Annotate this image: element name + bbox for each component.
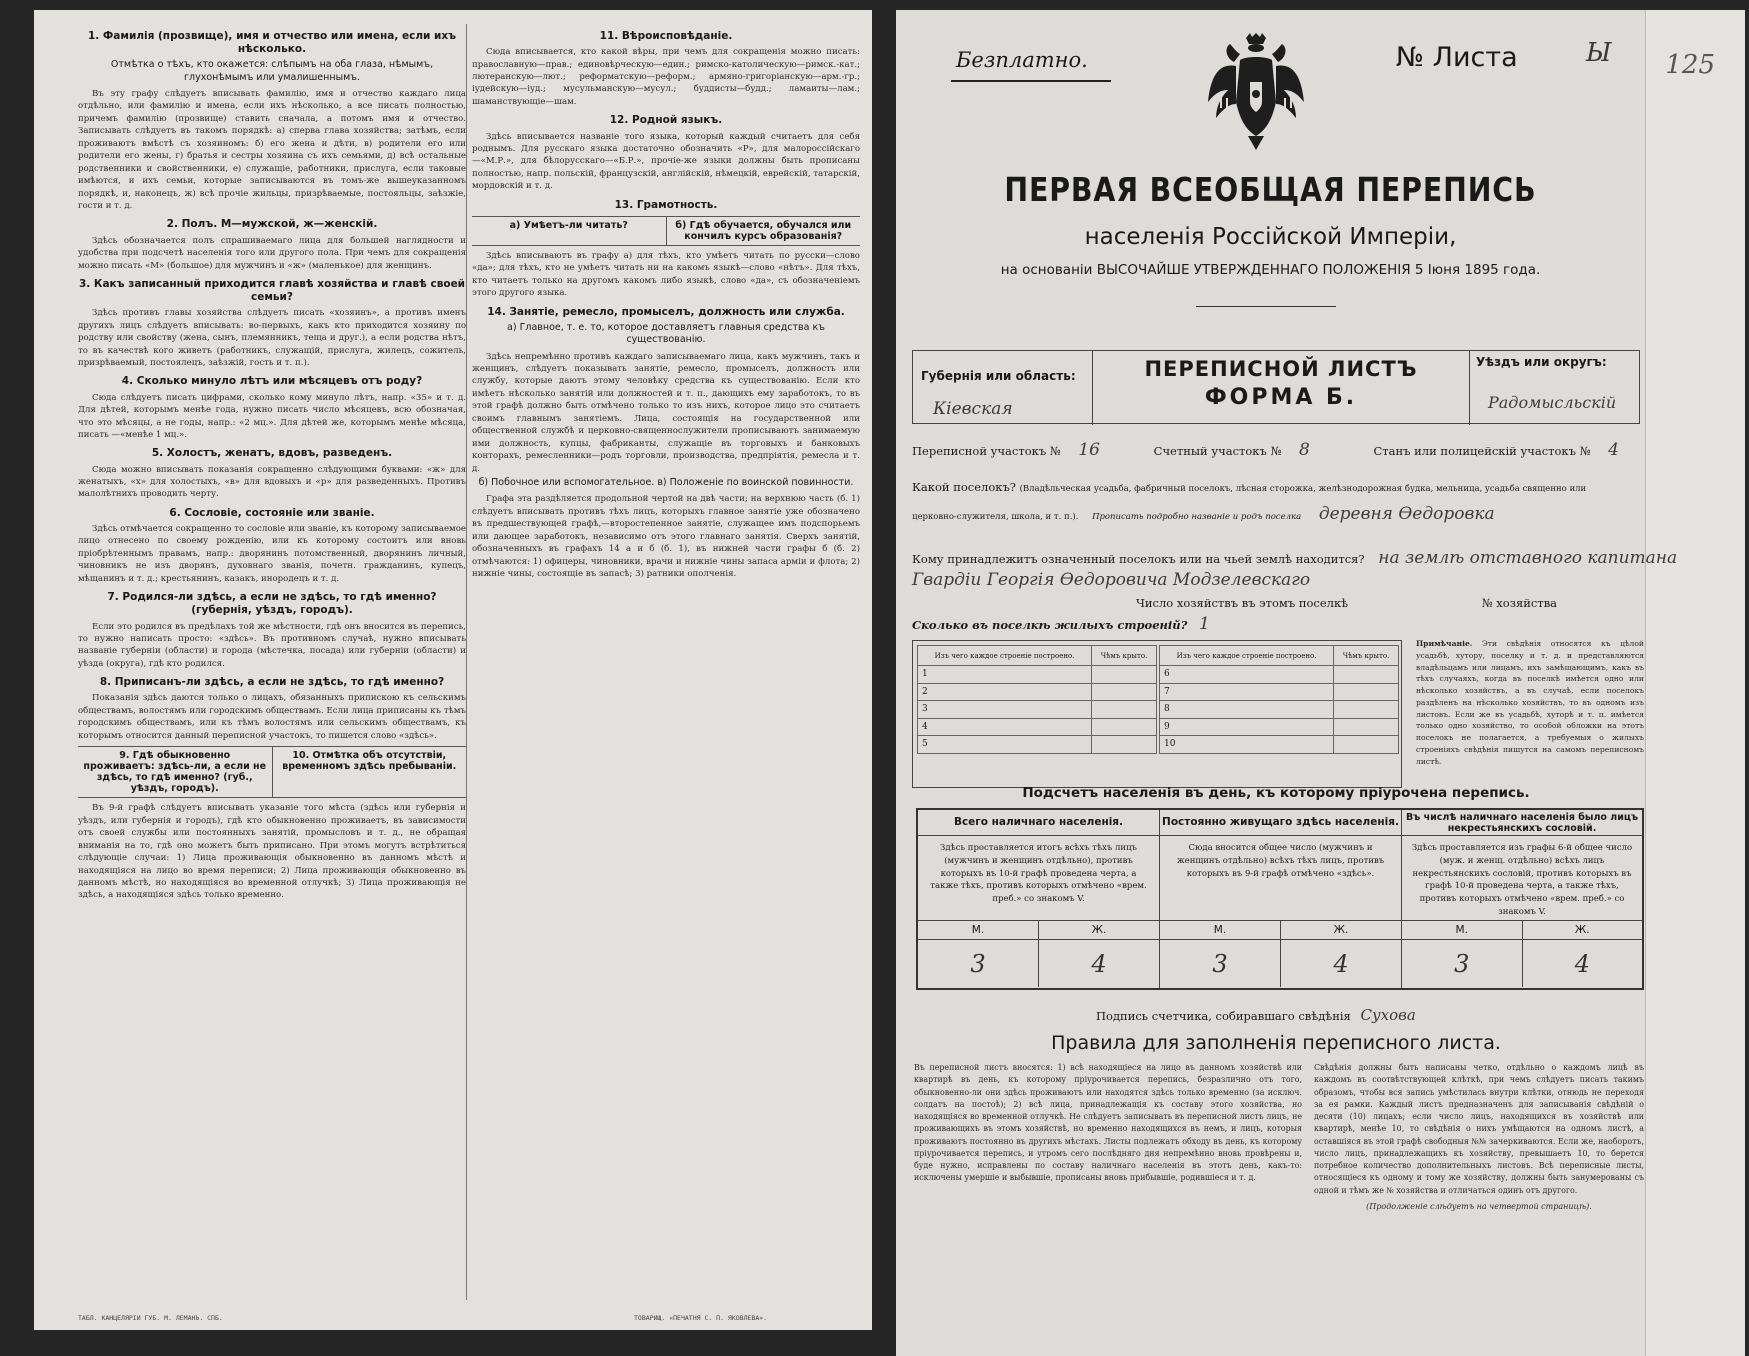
district-cell: [1469, 351, 1639, 425]
signature-value: Сухова: [1360, 1006, 1416, 1024]
section-3: [78, 278, 466, 370]
section-9-title: 9. Гдѣ обыкновенно проживаетъ: здѣсь-ли, а если не здѣсь, то гдѣ именно? (губ., уѣздъ, городъ).: [78, 747, 273, 797]
female-label: Ж.: [1333, 924, 1349, 936]
section-8: [78, 676, 466, 742]
male-count: 3: [1160, 940, 1281, 987]
female-label: Ж.: [1574, 924, 1590, 936]
census-areas-row: [912, 440, 1619, 460]
section-13: [472, 199, 860, 300]
census-subtitle: населенія Россійской Имперіи,: [1084, 224, 1457, 250]
stan-label: Станъ или полицейскій участокъ №: [1373, 444, 1591, 458]
province-cell: [913, 351, 1093, 425]
building-roof-cell: [1092, 683, 1157, 701]
count-area-value: 8: [1299, 440, 1310, 460]
section-text: Сюда можно вписывать показанія сокращенно слѣдующими буквами: «ж» для женатыхъ, «х» для холостыхъ, «в» для вдовыхъ и «р» для разведенныхъ. Противъ малолѣтнихъ проводить черту.: [78, 464, 466, 500]
section-2: [78, 218, 466, 271]
section-note: б) Побочное или вспомогательное. в) Положеніе по воинской повинности.: [478, 477, 854, 489]
section-9-10: [78, 746, 466, 902]
section-title: 4. Сколько минуло лѣтъ или мѣсяцевъ отъ роду?: [121, 375, 423, 388]
free-underline: [951, 80, 1111, 82]
building-roof-cell: [1092, 666, 1157, 684]
section-11: [472, 30, 860, 108]
building-row-number: 7: [1160, 683, 1334, 701]
column-divider: [466, 24, 467, 1300]
permanent-residents-column: [1160, 810, 1402, 988]
female-count: 4: [1574, 950, 1590, 978]
section-text: Сюда вписывается, кто какой вѣры, при чемъ для сокращенія можно писать: православную—прав.; единовѣрческую—един.; римско-католическую—римск.-кат.; лютеранскую—лют.; реформатскую—реформ.; армяно-григоріанскую—арм.-гр.; іудейскую—іуд.; мусульманскую—мусул.; буддисты—будд.; ламаиты—лам.; шаманствующіе—шам.: [472, 47, 860, 107]
census-area-label: Переписной участокъ №: [912, 444, 1061, 458]
settlement-hint-2: церковно-служителя, школа, и т. п.).: [912, 512, 1079, 522]
province-value: Кіевская: [933, 399, 1013, 419]
sex-header-row: [918, 920, 1159, 939]
section-14b: [472, 477, 860, 581]
population-count-title: Подсчетъ населенія въ день, къ которому пріурочена перепись.: [1022, 785, 1530, 801]
owner-label: Кому принадлежитъ означенный поселокъ или на чьей землѣ находится?: [912, 552, 1365, 566]
section-7: [78, 591, 466, 670]
column-header: Въ числѣ наличнаго населенія было лицъ некрестьянскихъ сословій.: [1402, 810, 1642, 836]
underlying-page-edge: [1645, 10, 1745, 1356]
section-text: Показанія здѣсь даются только о лицахъ, обязанныхъ припискою къ сельскимъ обществамъ, волостямъ или городскимъ обществамъ. Если лица приписаны къ тѣмъ городскимъ обществамъ, или къ тѣмъ волостямъ или сельскимъ обществамъ, къ которымъ относится данный переписной участокъ, то пишется слово «здѣсь».: [78, 693, 466, 741]
section-text: Графа эта раздѣляется продольной чертой на двѣ части; на верхнюю часть (б. 1) слѣдуетъ вписывать противъ тѣхъ лицъ, которыхъ главное занятіе уже обозначено въ предшествующей графѣ,—второстепенное занятіе, служащее имъ подспорьемъ или дающее заработокъ, независимо отъ этого главнаго занятія. Сверхъ занятій, обозначенныхъ въ графахъ 14 а и б (б. 1), въ нижней части графы б (б. 2) отмѣчаются: 1) офицеры, чиновники, врачи и нижніе чины запаса арміи и флота; 2) нижніе чины, состоящіе въ запасѣ; 3) ратники ополченія.: [472, 494, 860, 580]
settlement-hint: (Владѣльческая усадьба, фабричный поселокъ, лѣсная сторожка, желѣзнодорожная будка, мельница, усадьба священно или: [1019, 484, 1587, 494]
buildings-note: [1416, 638, 1644, 767]
section-text: Сюда слѣдуетъ писать цифрами, сколько кому минуло лѣтъ, напр. «35» и т. д. Для дѣтей, которымъ менѣе года, нужно писать число мѣсяцевъ, всю обозначая, что это мѣсяцы, а не годы, напр.: «2 мц.». Для дѣтей же, которымъ менѣе мѣсяца, писать —«менѣе 1 мц.».: [78, 392, 466, 440]
male-label: М.: [1402, 921, 1523, 939]
male-label: М.: [918, 921, 1039, 939]
building-roof-header: Чѣмъ крыто.: [1092, 646, 1157, 666]
signature-label: Подпись счетчика, собиравшаго свѣдѣнія: [1096, 1009, 1351, 1023]
section-5: [78, 447, 466, 500]
building-roof-header: Чѣмъ крыто.: [1334, 646, 1399, 666]
settlement-label: Какой поселокъ?: [912, 480, 1016, 494]
buildings-value: 1: [1199, 614, 1210, 634]
owner-row: [912, 548, 1677, 568]
buildings-table-box: [912, 640, 1402, 788]
section-text: Здѣсь вписываютъ въ графу а) для тѣхъ, кто умѣетъ читать по русски—слово «да»; для тѣхъ, кто не умѣетъ читать ни на какомъ языкѣ—слово «нѣтъ». Для тѣхъ, кто читаетъ только на другомъ какомъ либо языкѣ, слово «да», съ обозначеніемъ этого другого языка.: [472, 250, 860, 299]
column-description: Сюда вносится общее число (мужчинъ и женщинъ отдѣльно) всѣхъ тѣхъ лицъ, противъ которыхъ въ 9-й графѣ отмѣчено «здѣсь».: [1176, 843, 1385, 879]
buildings-table-left: [917, 645, 1157, 754]
literacy-read-label: а) Умѣетъ-ли читать?: [472, 217, 667, 245]
building-roof-cell: [1092, 718, 1157, 736]
section-text: Если это родился въ предѣлахъ той же мѣстности, гдѣ онъ вносится въ перепись, то нужно написать просто: «здѣсь». Въ противномъ случаѣ, нужно вписывать названіе губерніи (области) и города (мѣстечка, посада) или губерніи (области) и уѣзда (округа), гдѣ кто родился.: [78, 621, 466, 669]
note-title: Примѣчаніе.: [1416, 639, 1473, 648]
sex-header-row: [1160, 920, 1401, 939]
female-label: Ж.: [1091, 924, 1107, 936]
population-count-table: [916, 808, 1644, 990]
section-text: Въ 9-й графѣ слѣдуетъ вписывать указаніе того мѣста (здѣсь или губернія и уѣздъ, или губернія и городъ), гдѣ кто обыкновенно проживаетъ, въ зависимости отъ своей службы или постоянныхъ занятій, промысловъ и т. д., не обращая вниманія на то, гдѣ оно можетъ быть приписано. При этомъ могутъ встрѣтиться слѣдующіе случаи: 1) Лица проживающія обыкновенно въ данномъ мѣстѣ и находящіяся на лицо во время переписи; 2) Лица проживающія обыкновенно въ данномъ мѣстѣ, но находящіяся во временной отлучкѣ; 3) Лица проживающія не здѣсь, а находящіяся здѣсь только временно.: [78, 803, 466, 901]
section-text: Здѣсь непремѣнно противъ каждаго записываемаго лица, какъ мужчинъ, такъ и женщинъ, слѣдуетъ показывать занятіе, ремесло, промыселъ, должность или службу, которые даютъ этому человѣку средства къ существованію. Если кто имѣетъ нѣсколько занятій или должностей и т. п., дающихъ ему заработокъ, то въ этой графѣ должно быть отмѣчено только то изъ нихъ, которое лицо это считаетъ своимъ главнымъ занятіемъ. Лица, состоящія на государственной или общественной службѣ и церковно-священнослужители прописываютъ занимаемую ими должность, купцы, фабриканты, служащіе въ торговыхъ и банковыхъ конторахъ, ремесленники—родъ торговли, производства, предпріятія, ремесла и т. д.: [472, 351, 860, 474]
section-title: 1. Фамилія (прозвище), имя и отчество или имена, если ихъ нѣсколько.: [87, 30, 457, 56]
buildings-label: Сколько въ поселкѣ жилыхъ строеній?: [912, 618, 1188, 632]
section-9-10-header: [78, 746, 466, 798]
column-header: Постоянно живущаго здѣсь населенія.: [1160, 810, 1401, 836]
section-14: [472, 306, 860, 475]
section-1: [78, 30, 466, 212]
owner-row-2: [912, 570, 1310, 590]
section-title: 14. Занятіе, ремесло, промыселъ, должность или служба.: [487, 305, 845, 318]
printer-imprint-right: ТОВАРИЩ. «ПЕЧАТНЯ С. П. ЯКОВЛЕВА».: [634, 1314, 768, 1322]
building-row-number: 9: [1160, 718, 1334, 736]
section-text: Здѣсь вписывается названіе того языка, который каждый считаетъ для себя роднымъ. Для русскаго языка достаточно обозначить «Р», для малороссійскаго—«М.Р.», для бѣлорусскаго—«Б.Р.», прочіе-же языки должны быть прописаны полностью, напр. польскій, французскій, англійскій, нѣмецкій, еврейскій, татарскій, мордовскій и т. д.: [472, 131, 860, 192]
section-text: Здѣсь обозначается полъ спрашиваемаго лица для большей наглядности и удобства при подсчетѣ населенія того или другого пола. При чемъ для сокращенія можно писать «М» (большое) для мужчинъ и «ж» (маленькое) для женщинъ.: [78, 235, 466, 271]
section-6: [78, 507, 466, 585]
section-note: а) Главное, т. е. то, которое доставляетъ главныя средства къ существованію.: [507, 321, 825, 346]
double-headed-eagle-emblem-icon: [1206, 32, 1306, 154]
rules-continued-note: (Продолженіе слѣдуетъ на четвертой страницѣ).: [1366, 1201, 1592, 1211]
households-label: Число хозяйствъ въ этомъ поселкѣ: [1136, 596, 1349, 610]
sheet-number-value: Ы: [1586, 38, 1612, 68]
male-label: М.: [1160, 921, 1281, 939]
household-no-label: № хозяйства: [1481, 596, 1558, 610]
section-title: 2. Полъ. М—мужской, ж—женскій.: [166, 218, 378, 231]
building-row-number: 1: [918, 666, 1092, 684]
instructions-column-right: [472, 24, 860, 1310]
section-note: Отмѣтка о тѣхъ, кто окажется: слѣпымъ на оба глаза, нѣмымъ, глухонѣмымъ или умалишеннымъ.: [110, 59, 434, 83]
column-header: Всего наличнаго населенія.: [918, 810, 1159, 836]
building-roof-cell: [1334, 718, 1399, 736]
owner-value-2: Гвардіи Георгія Өедоровича Модзелевскаго: [912, 570, 1311, 590]
column-description: Здѣсь проставляется изъ графы 6-й общее число (муж. и женщ. отдѣльно) всѣхъ лицъ некрестьянскихъ сословій, противъ которыхъ въ графѣ 10-й проведена черта, а также тѣхъ, противъ которыхъ отмѣчено «врем. преб.» со знакомъ V.: [1411, 843, 1633, 917]
section-text: Въ эту графу слѣдуетъ вписывать фамилію, имя и отчество каждаго лица отдѣльно, или фамилію и имена, если ихъ нѣсколько, а все писать полностью, причемъ фамилію (прозвище) ставить сначала, а потомъ имя и отчество. Записывать слѣдуетъ въ такомъ порядкѣ: а) сперва глава хозяйства; затѣмъ, если проживаютъ вмѣстѣ съ хозяиномъ: б) его жена и дѣти, в) родители его или родители его жены, г) братья и сестры хозяина съ ихъ семьями, д) всѣ остальные родственники и свойственники, е) служащіе, работники, прислуга, если таковые имѣются, и ихъ семьи, которые записываются въ томъ-же вышеуказанномъ порядкѣ, и, наконецъ, ж) всѣ прочіе жильцы, призрѣваемые, постояльцы, заѣзжіе, гости и т. д.: [78, 88, 466, 212]
census-form-page: [896, 10, 1745, 1356]
building-row-number: 3: [918, 701, 1092, 719]
female-count: 4: [1333, 950, 1349, 978]
building-row-number: 5: [918, 736, 1092, 754]
form-name: ФОРМА Б.: [1204, 385, 1358, 410]
stan-value: 4: [1608, 440, 1619, 460]
rules-text-right: Свѣдѣнія должны быть написаны четко, отдѣльно о каждомъ лицѣ въ каждомъ въ соотвѣтствующей клѣткѣ, при чемъ слѣдуетъ писать такимъ образомъ, чтобы вся запись умѣстилась внутри клѣтки, отнюдь не переходя за ея рамки. Каждый листъ предназначенъ для записыванія свѣдѣній о десяти (10) лицахъ; если число лицъ, находящихся въ хозяйствѣ или квартирѣ, менѣе 10, то свѣдѣнія о нихъ умѣщаются на одномъ листѣ, а оставшіяся въ этой графѣ свободныя №№ зачеркиваются. Если же, наоборотъ, число лицъ, принадлежащихъ къ хозяйству, превышаетъ 10, то берется потребное количество дополнительныхъ листовъ. Всѣ переписные листы, относящіеся къ одному и тому же хозяйству, должны быть занумерованы съ одной и тѣмъ же № хозяйства и отличаться одинъ отъ другого.: [1314, 1063, 1644, 1195]
female-count: 4: [1091, 950, 1107, 978]
male-count: 3: [918, 940, 1039, 987]
building-roof-cell: [1334, 666, 1399, 684]
sex-values-row: [1160, 939, 1401, 987]
sex-header-row: [1402, 920, 1642, 939]
free-label: Безплатно.: [956, 48, 1088, 72]
building-material-header: Изъ чего каждое строеніе построено.: [1160, 646, 1334, 666]
column-description: Здѣсь проставляется итогъ всѣхъ тѣхъ лицъ (мужчинъ и женщинъ отдѣльно), противъ которыхъ въ 10-й графѣ проведена черта, а также тѣхъ, противъ которыхъ отмѣчено «врем. преб.» со знакомъ V.: [930, 843, 1147, 904]
section-title: 8. Приписанъ-ли здѣсь, а если не здѣсь, то гдѣ именно?: [99, 676, 445, 689]
count-area-label: Счетный участокъ №: [1153, 444, 1282, 458]
literacy-study-label: б) Гдѣ обучается, обучался или кончилъ курсъ образованія?: [675, 219, 852, 242]
printer-imprint-left: ТАБЛ. КАНЦЕЛЯРІИ ГУБ. М. ЛЕМАНЪ. СПБ.: [78, 1314, 223, 1322]
section-text: Здѣсь противъ главы хозяйства слѣдуетъ писать «хозяинъ», а противъ именъ другихъ лицъ слѣдуетъ вписывать: во-первыхъ, какъ кто приходится хозяину по родству или свойству (жена, сынъ, племянникъ, теща и друг.), а если родства нѣтъ, то въ качествѣ кого живетъ (работникъ, служащій, прислуга, жилецъ, сожитель, призрѣваемый, постоялецъ, заѣзжій, гость и т. п.).: [78, 308, 466, 369]
buildings-table-right: [1159, 645, 1399, 754]
form-header-box: [912, 350, 1640, 424]
building-row-number: 4: [918, 718, 1092, 736]
rules-title: Правила для заполненія переписного листа.: [1051, 1032, 1501, 1054]
title-divider: [1196, 306, 1336, 307]
rules-text-left: Въ переписной листъ вносятся: 1) всѣ находящіеся на лицо въ данномъ хозяйствѣ или квартирѣ въ день, къ которому пріурочивается перепись, безразлично отъ того, обыкновенно-ли они здѣсь проживаютъ или находятся здѣсь только временно (за исключ. солдатъ на постоѣ); 2) всѣ лица, принадлежащія къ составу этого хозяйства, но находящіяся во временной отлучкѣ. Не слѣдуетъ записывать въ переписной листъ лицъ, не проживающихъ въ этомъ хозяйствѣ, но временно находящихся въ немъ, и лицъ, которыя проживаютъ постоянно въ другихъ мѣстахъ. Листы подлежатъ обходу въ день, къ которому пріурочивается перепись, и утромъ сего послѣдняго дня непремѣнно вновь провѣрены и, буде нужно, исправлены по составу наличнаго населенія въ этотъ день, какъ-то: исключены умершіе и выбывшіе, прописаны вновь прибывшіе, родившіеся и т. д.: [914, 1063, 1302, 1183]
instructions-column-left: [78, 24, 466, 1310]
building-roof-cell: [1334, 701, 1399, 719]
building-roof-cell: [1334, 683, 1399, 701]
literacy-subheader: [472, 216, 860, 246]
building-material-header: Изъ чего каждое строеніе построено.: [918, 646, 1092, 666]
building-roof-cell: [1334, 736, 1399, 754]
province-label: Губернія или область:: [921, 369, 1076, 383]
note-text: Эти свѣдѣнія относятся къ цѣлой усадьбѣ, хутору, поселку и т. д. и представляются владѣльцамъ или лицамъ, ихъ замѣщающимъ, какъ въ тѣхъ случаяхъ, когда въ поселкѣ имѣется одно или нѣсколько хозяйствъ, а въ случаѣ, если поселокъ раздѣленъ на нѣсколько хозяйствъ, то въ одномъ изъ листовъ. Если же въ усадьбѣ, хуторѣ и т. п. имѣется только одно хозяйство, то особой обложки на этотъ поселокъ не полагается, а требуемыя о жилыхъ строеніяхъ свѣдѣнія пишутся на самомъ переписномъ листѣ.: [1416, 639, 1644, 766]
census-area-value: 16: [1078, 440, 1100, 460]
instructions-page: [34, 10, 872, 1330]
section-12: [472, 114, 860, 192]
rules-text-right-block: [1314, 1062, 1644, 1213]
margin-page-number: 125: [1665, 50, 1715, 80]
section-title: 6. Сословіе, состояніе или званіе.: [169, 506, 375, 519]
building-row-number: 8: [1160, 701, 1334, 719]
building-row-number: 2: [918, 683, 1092, 701]
building-row-number: 6: [1160, 666, 1334, 684]
form-title-cell: [1093, 351, 1469, 410]
enumerator-signature-row: [1096, 1006, 1416, 1024]
section-title: 13. Грамотность.: [614, 198, 718, 211]
section-title: 3. Какъ записанный приходится главѣ хозяйства и главѣ своей семьи?: [78, 277, 466, 304]
male-count: 3: [1402, 940, 1523, 987]
total-present-column: [918, 810, 1160, 988]
building-roof-cell: [1092, 701, 1157, 719]
district-label: Уѣздъ или округъ:: [1476, 355, 1607, 369]
sheet-number-label: № Листа: [1396, 42, 1518, 73]
section-title: 11. Вѣроисповѣданіе.: [599, 30, 733, 42]
building-roof-cell: [1092, 736, 1157, 754]
section-text: Здѣсь отмѣчается сокращенно то сословіе или званіе, къ которому записываемое лицо отнесено по своему рожденію, или къ которому состоитъ или вновь пріобрѣтеннымъ правамъ, напр.: дворянинъ потомственный, дворянинъ личный, чиновникъ не изъ дворянъ, духовнаго званія, почетн. гражданинъ, купецъ, мѣщанинъ и т. д.; крестьянинъ, казакъ, инородецъ и т. д.: [78, 524, 466, 584]
households-row: [1136, 596, 1557, 610]
settlement-hint-3: Прописать подробно названіе и родъ поселка: [1092, 512, 1302, 522]
section-4: [78, 375, 466, 441]
settlement-value: деревня Өедоровка: [1318, 504, 1495, 524]
form-title: ПЕРЕПИСНОЙ ЛИСТЪ: [1144, 357, 1418, 381]
owner-value: на землѣ отставного капитана: [1378, 548, 1678, 568]
buildings-count-row: [912, 614, 1210, 634]
census-decree-line: на основаніи ВЫСОЧАЙШЕ УТВЕРЖДЕННАГО ПОЛОЖЕНІЯ 5 Іюня 1895 года.: [1000, 262, 1541, 278]
building-row-number: 10: [1160, 736, 1334, 754]
district-value: Радомысльскій: [1488, 393, 1617, 412]
section-title: 12. Родной языкъ.: [609, 114, 723, 127]
census-title: ПЕРВАЯ ВСЕОБЩАЯ ПЕРЕПИСЬ: [1004, 170, 1537, 209]
sex-values-row: [918, 939, 1159, 987]
section-10-title: 10. Отмѣтка объ отсутствіи, временномъ здѣсь пребываніи.: [282, 750, 457, 773]
sex-values-row: [1402, 939, 1642, 987]
settlement-row-2: [912, 504, 1495, 524]
settlement-row: [912, 480, 1586, 494]
section-title: 7. Родился-ли здѣсь, а если не здѣсь, то гдѣ именно? (губернія, уѣздъ, городъ).: [107, 591, 437, 617]
non-peasant-column: [1402, 810, 1642, 988]
section-title: 5. Холостъ, женатъ, вдовъ, разведенъ.: [151, 447, 393, 460]
